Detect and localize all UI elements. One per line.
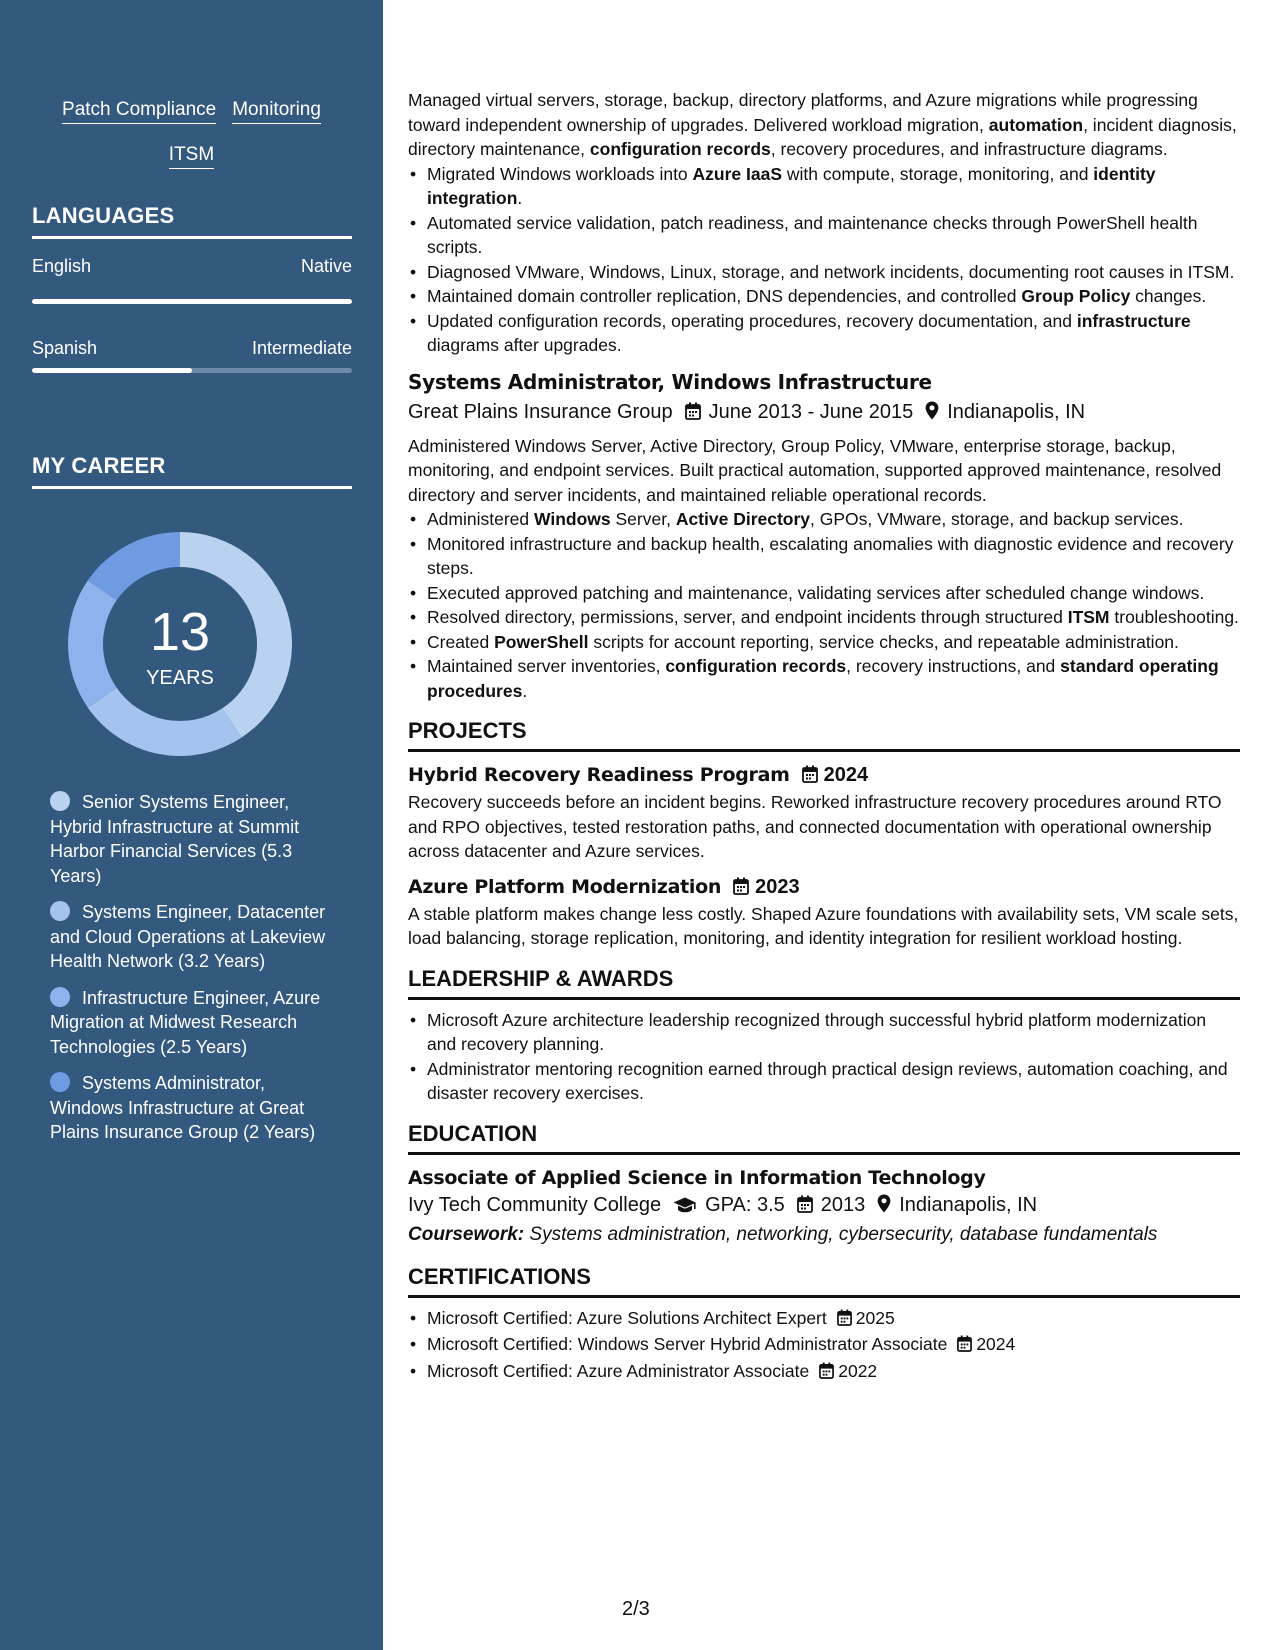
calendar-icon: [797, 1193, 813, 1221]
career-total-number: 13: [149, 602, 211, 662]
job-bullet: • Maintained domain controller replication, DNS dependencies, and controlled Group Policy changes.: [408, 284, 1240, 309]
certification-year: 2025: [855, 1307, 895, 1328]
education-gpa: GPA: 3.5: [705, 1193, 785, 1216]
skill-tag: Patch Compliance: [62, 99, 216, 124]
job-bullet: • Created PowerShell scripts for account reporting, service checks, and repeatable administration.: [408, 630, 1240, 655]
leadership-list: [408, 1008, 1240, 1106]
education-school: Ivy Tech Community College: [408, 1193, 662, 1216]
job-meta: [408, 398, 1240, 428]
education-heading: EDUCATION: [408, 1120, 1240, 1155]
calendar-icon: [837, 1308, 852, 1333]
graduation-cap-icon: [673, 1193, 697, 1221]
job-bullet: • Resolved directory, permissions, server, and endpoint incidents through structured ITSM troubleshooting.: [408, 605, 1240, 630]
career-legend-item: [50, 1071, 332, 1145]
project-title: Hybrid Recovery Readiness Program: [408, 764, 790, 786]
language-proficiency-bar: [32, 299, 352, 304]
education-location: Indianapolis, IN: [899, 1193, 1038, 1216]
language-proficiency-bar: [32, 368, 352, 373]
education-coursework: [408, 1221, 1240, 1249]
sidebar: [0, 0, 383, 1650]
job-bullet: • Migrated Windows workloads into Azure IaaS with compute, storage, monitoring, and identity integration.: [408, 162, 1240, 211]
certification-name: Microsoft Certified: Azure Administrator Associate: [427, 1360, 810, 1381]
career-legend-label: Systems Administrator, Windows Infrastructure at Great Plains Insurance Group (2 Years): [50, 1073, 316, 1142]
career-legend-label: Infrastructure Engineer, Azure Migration at Midwest Research Technologies (2.5 Years): [50, 987, 321, 1057]
project-title-row: [408, 762, 1240, 790]
career-legend-item: [50, 986, 332, 1060]
job-location: Indianapolis, IN: [947, 400, 1086, 423]
education-meta: [408, 1191, 1240, 1221]
job-bullet: • Maintained server inventories, configuration records, recovery instructions, and standard operating procedures.: [408, 654, 1240, 703]
language-row: [32, 255, 352, 277]
job-title: Systems Administrator, Windows Infrastructure: [408, 369, 932, 394]
certification-item: [408, 1359, 1240, 1386]
projects-heading: PROJECTS: [408, 717, 1240, 752]
certification-item: [408, 1306, 1240, 1333]
calendar-icon: [819, 1361, 834, 1386]
legend-dot-icon: [50, 987, 70, 1007]
job-bullets: [408, 507, 1240, 703]
location-pin-icon: [925, 400, 939, 428]
education-degree: Associate of Applied Science in Information Technology: [408, 1166, 986, 1189]
job-bullet: • Automated service validation, patch readiness, and maintenance checks through PowerShell health scripts.: [408, 211, 1240, 260]
project-year: 2023: [755, 875, 800, 898]
calendar-icon: [733, 876, 749, 902]
education-year: 2013: [820, 1193, 866, 1216]
main-content: [408, 88, 1240, 1385]
job-bullets: [408, 162, 1240, 358]
project-description: Recovery succeeds before an incident begins. Reworked infrastructure recovery procedures around RTO and RPO objectives, tested restoration paths, and connected documentation with operational ownership across datacenter and Azure services.: [408, 792, 1222, 861]
job-bullet: • Administered Windows Server, Active Directory, GPOs, VMware, storage, and backup services.: [408, 507, 1240, 532]
skill-tag: Monitoring: [232, 99, 321, 124]
certification-name: Microsoft Certified: Windows Server Hybrid Administrator Associate: [427, 1334, 948, 1354]
career-legend-item: [50, 900, 332, 974]
career-legend-item: [50, 790, 332, 888]
job-bullet: • Monitored infrastructure and backup health, escalating anomalies with diagnostic evidence and recovery steps.: [408, 532, 1240, 581]
project-title: Azure Platform Modernization: [408, 875, 722, 898]
job-company: Great Plains Insurance Group: [408, 400, 673, 423]
career-total-unit: YEARS: [146, 667, 214, 689]
page-number: 2/3: [622, 1598, 650, 1620]
leadership-heading: LEADERSHIP & AWARDS: [408, 965, 1240, 1000]
career-legend-label: Senior Systems Engineer, Hybrid Infrastructure at Summit Harbor Financial Services (5.3 Years): [50, 792, 300, 886]
career-donut-center: [62, 526, 298, 762]
languages-heading: LANGUAGES: [32, 202, 352, 239]
job-dates: June 2013 - June 2015: [708, 400, 914, 423]
career-legend-label: Systems Engineer, Datacenter and Cloud Operations at Lakeview Health Network (3.2 Years): [50, 902, 326, 971]
certification-name: Microsoft Certified: Azure Solutions Architect Expert: [427, 1307, 827, 1328]
certifications-heading: CERTIFICATIONS: [408, 1263, 1240, 1298]
coursework-text: Systems administration, networking, cybersecurity, database fundamentals: [529, 1223, 1158, 1245]
career-heading: MY CAREER: [32, 452, 352, 489]
language-name: Spanish: [32, 338, 98, 358]
coursework-label: Coursework:: [408, 1223, 525, 1245]
leadership-item: • Microsoft Azure architecture leadership recognized through successful hybrid platform modernization and recovery planning.: [408, 1008, 1240, 1057]
legend-dot-icon: [50, 901, 70, 921]
calendar-icon: [957, 1334, 972, 1359]
language-proficiency-fill: [32, 299, 352, 304]
career-legend: [50, 790, 332, 1157]
calendar-icon: [802, 764, 818, 790]
job-bullet: • Diagnosed VMware, Windows, Linux, storage, and network incidents, documenting root causes in ITSM.: [408, 260, 1240, 285]
job-summary: Managed virtual servers, storage, backup, directory platforms, and Azure migrations while progressing toward independent ownership of upgrades. Delivered workload migration, automation, incident diagnosis, directory maintenance, configuration records, recovery procedures, and infrastructure diagrams.: [408, 90, 1237, 159]
certification-item: [408, 1332, 1240, 1359]
certification-year: 2022: [838, 1360, 878, 1381]
job-bullet: • Executed approved patching and maintenance, validating services after scheduled change windows.: [408, 581, 1240, 606]
project-description: A stable platform makes change less costly. Shaped Azure foundations with availability sets, VM scale sets, load balancing, storage replication, monitoring, and identity integration for resilient workload hosting.: [408, 903, 1239, 948]
job-bullet: • Updated configuration records, operating procedures, recovery documentation, and infrastructure diagrams after upgrades.: [408, 309, 1240, 358]
job-summary: Administered Windows Server, Active Directory, Group Policy, VMware, enterprise storage, backup, monitoring, and endpoint services. Built practical automation, supported approved maintenance, resolved directory and server incidents, and maintained reliable operational records.: [408, 435, 1222, 505]
location-pin-icon: [877, 1193, 891, 1221]
language-row: [32, 337, 352, 359]
certifications-list: [408, 1306, 1240, 1386]
leadership-item: • Administrator mentoring recognition earned through practical design reviews, automation coaching, and disaster recovery exercises.: [408, 1057, 1240, 1106]
skill-tags: [30, 88, 353, 178]
project-title-row: [408, 874, 1240, 902]
project-year: 2024: [823, 764, 869, 786]
career-donut-chart: [62, 526, 298, 762]
certification-year: 2024: [976, 1334, 1016, 1354]
language-name: English: [32, 256, 92, 276]
legend-dot-icon: [50, 791, 70, 811]
language-proficiency-fill: [32, 368, 192, 373]
skill-tag: ITSM: [169, 144, 214, 169]
language-level: Intermediate: [251, 338, 352, 358]
language-level: Native: [300, 256, 352, 276]
legend-dot-icon: [50, 1072, 70, 1092]
calendar-icon: [685, 400, 701, 428]
